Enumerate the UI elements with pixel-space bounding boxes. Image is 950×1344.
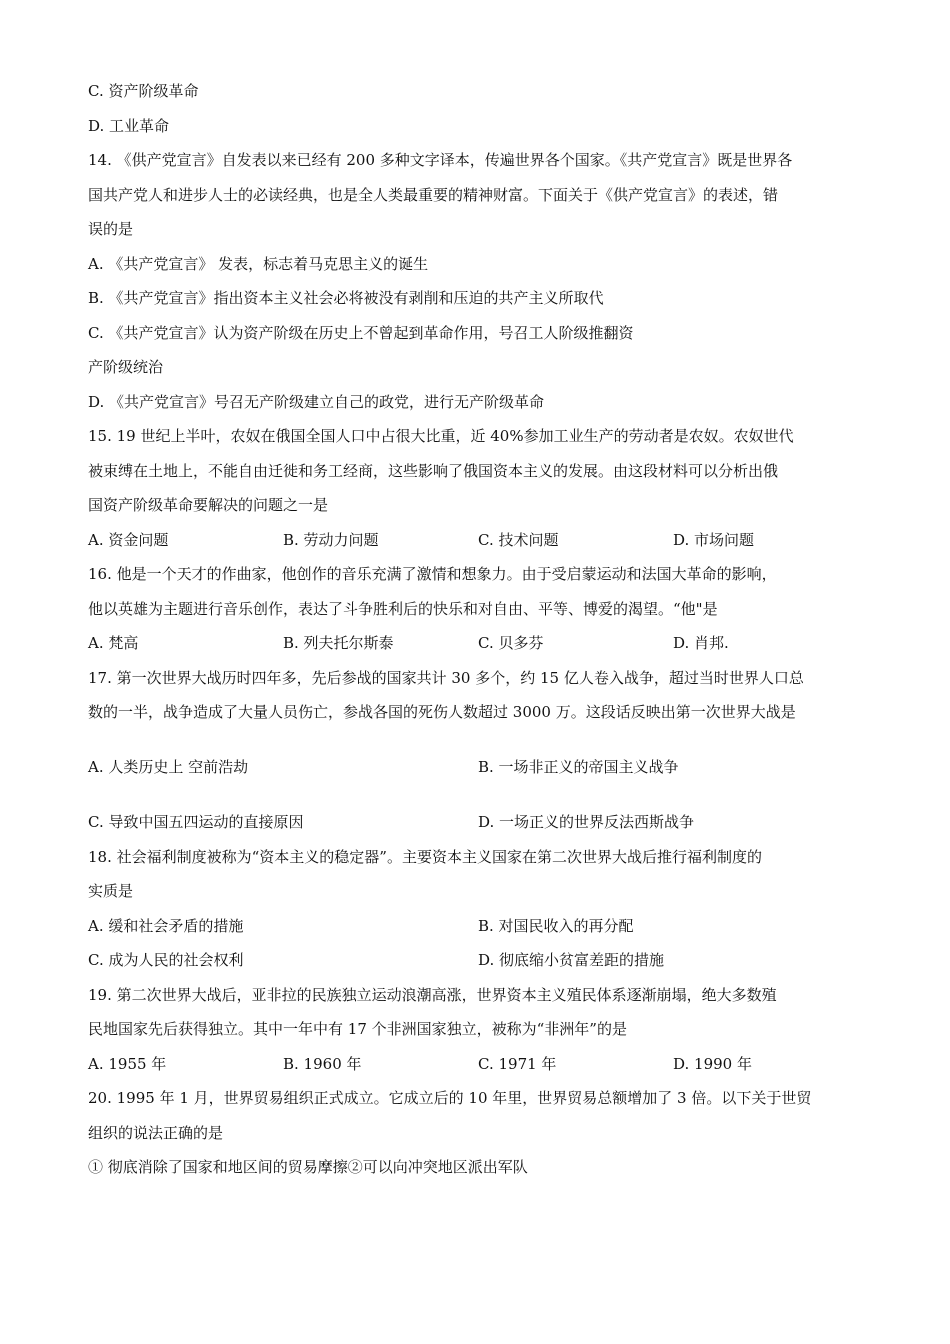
q16-option-b: B. 列夫托尔斯泰: [283, 634, 394, 652]
q15-stem-line-1: 15. 19 世纪上半叶，农奴在俄国全国人口中占很大比重，近 40%参加工业生产的劳动者是农奴。农奴世代: [88, 427, 794, 445]
q14-option-c: C. 《共产党宣言》认为资产阶级在历史上不曾起到革命作用，号召工人阶级推翻资: [88, 323, 634, 342]
q20-statements: ① 彻底消除了国家和地区间的贸易摩擦②可以向冲突地区派出军队: [88, 1158, 528, 1176]
q14-option-a: A. 《共产党宣言》 发表，标志着马克思主义的诞生: [88, 254, 429, 273]
q15-stem-line-3: 国资产阶级革命要解决的问题之一是: [88, 496, 329, 514]
q16-stem-line-2: 他以英雄为主题进行音乐创作，表达了斗争胜利后的快乐和对自由、平等、博爱的渴望。“他"是: [88, 599, 718, 618]
q17-options-row-2: [88, 809, 870, 844]
q18-stem-line-2: 实质是: [88, 882, 134, 900]
q18-option-d: D. 彻底缩小贫富差距的措施: [478, 951, 665, 969]
q14-stem-line-1: 14. 《供产党宣言》自发表以来已经有 200 多种文字译本，传遍世界各个国家。《共产党宣言》既是世界各: [88, 151, 793, 169]
q16-option-d: D. 肖邦.: [673, 634, 729, 652]
q19-stem-line-2: 民地国家先后获得独立。其中一年中有 17 个非洲国家独立，被称为“非洲年”的是: [88, 1020, 627, 1038]
q19-stem-line-1: 19. 第二次世界大战后，亚非拉的民族独立运动浪潮高涨，世界资本主义殖民体系逐渐崩塌，绝大多数殖: [88, 985, 777, 1004]
q17-option-d: D. 一场正义的世界反法西斯战争: [478, 813, 695, 831]
q15-option-b: B. 劳动力问题: [283, 530, 379, 549]
q18-options-row-1: [88, 913, 870, 948]
q16-option-c: C. 贝多芬: [478, 634, 544, 652]
q17-options-row-1: [88, 754, 870, 809]
q17-stem-line-2: 数的一半，战争造成了大量人员伤亡，参战各国的死伤人数超过 3000 万。这段话反映出第一次世界大战是: [88, 703, 796, 721]
q14-stem-line-2: 国共产党人和进步人士的必读经典，也是全人类最重要的精神财富。下面关于《供产党宣言》的表述，错: [88, 185, 779, 204]
q17-option-b: B. 一场非正义的帝国主义战争: [478, 758, 679, 776]
q19-options: [88, 1051, 870, 1086]
q15-option-c: C. 技术问题: [478, 530, 559, 549]
q20-stem-line-2: 组织的说法正确的是: [88, 1123, 224, 1142]
q15-stem-line-2: 被束缚在土地上，不能自由迁徙和务工经商，这些影响了俄国资本主义的发展。由这段材料可以分析出俄: [88, 461, 779, 480]
q13-option-d: D. 工业革命: [88, 116, 170, 135]
q19-option-b: B. 1960 年: [283, 1054, 362, 1073]
q19-option-d: D. 1990 年: [673, 1054, 752, 1073]
q18-stem-line-1: 18. 社会福利制度被称为“资本主义的稳定器”。主要资本主义国家在第二次世界大战后推行福利制度的: [88, 847, 762, 866]
q14-stem-line-3: 误的是: [88, 220, 134, 238]
q18-option-b: B. 对国民收入的再分配: [478, 916, 634, 935]
q16-option-a: A. 梵高: [88, 634, 139, 652]
q17-option-c: C. 导致中国五四运动的直接原因: [88, 813, 304, 831]
q20-stem-line-1: 20. 1995 年 1 月，世界贸易组织正式成立。它成立后的 10 年里，世界贸易总额增加了 3 倍。以下关于世贸: [88, 1089, 812, 1107]
q19-option-c: C. 1971 年: [478, 1054, 557, 1073]
q16-stem-line-1: 16. 他是一个天才的作曲家，他创作的音乐充满了激情和想象力。由于受启蒙运动和法国大革命的影响，: [88, 565, 777, 583]
q14-option-d: D. 《共产党宣言》号召无产阶级建立自己的政党，进行无产阶级革命: [88, 392, 545, 411]
q18-option-a: A. 缓和社会矛盾的措施: [88, 916, 244, 935]
q18-options-row-2: [88, 947, 870, 982]
q17-option-a: A. 人类历史上 空前浩劫: [88, 758, 249, 776]
q17-stem-line-1: 17. 第一次世界大战历时四年多，先后参战的国家共计 30 多个，约 15 亿人卷入战争，超过当时世界人口总: [88, 668, 804, 687]
q15-options: [88, 527, 870, 562]
q18-option-c: C. 成为人民的社会权利: [88, 951, 244, 969]
q19-option-a: A. 1955 年: [88, 1054, 167, 1073]
q15-option-d: D. 市场问题: [673, 530, 755, 549]
q14-option-c-cont: 产阶级统治: [88, 358, 164, 376]
q13-option-c: C. 资产阶级革命: [88, 82, 199, 100]
q16-options: [88, 630, 870, 665]
exam-page: [88, 78, 870, 1189]
q15-option-a: A. 资金问题: [88, 530, 169, 549]
q14-option-b: B. 《共产党宣言》指出资本主义社会必将被没有剥削和压迫的共产主义所取代: [88, 289, 604, 307]
